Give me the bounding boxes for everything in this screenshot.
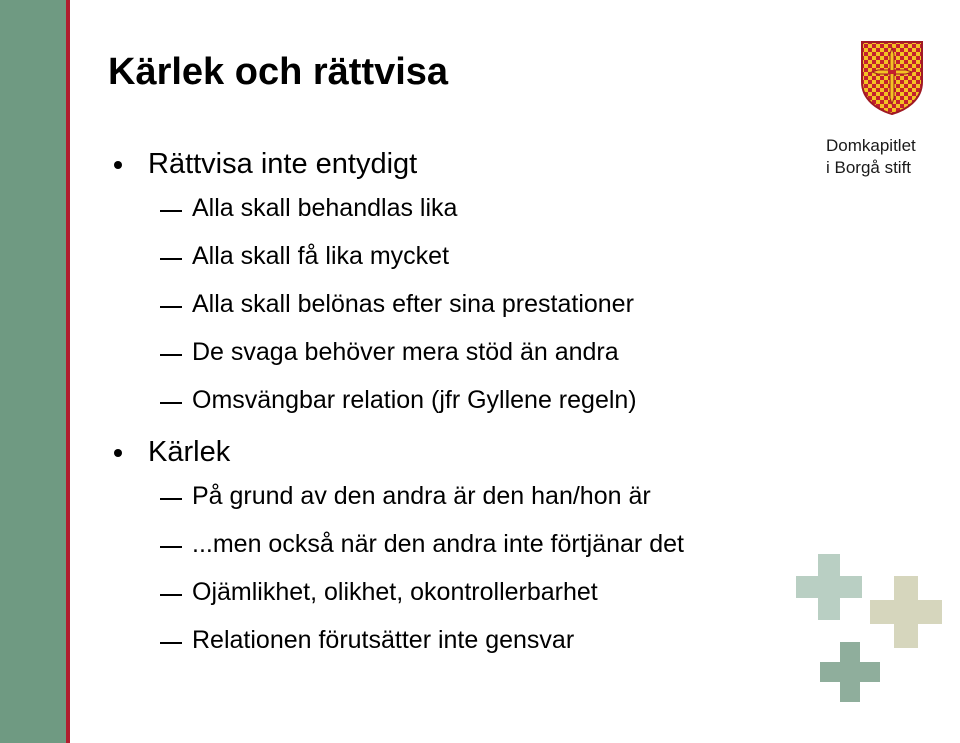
dash-icon (160, 210, 182, 212)
dash-icon (160, 546, 182, 548)
sub-item (108, 526, 808, 574)
sub-item (108, 334, 808, 382)
dash-icon (160, 642, 182, 644)
sub-item-text: De svaga behöver mera stöd än andra (192, 338, 619, 366)
cross-dark-green (820, 642, 880, 702)
sub-item-text: Alla skall belönas efter sina prestationer (192, 290, 634, 318)
sub-item (108, 238, 808, 286)
domkapitlet-logo (826, 40, 956, 190)
dash-icon (160, 354, 182, 356)
sub-item (108, 574, 808, 622)
bullet-dot-icon (114, 449, 122, 457)
coat-of-arms-icon (860, 40, 924, 116)
sub-item (108, 382, 808, 430)
bullet-item (108, 142, 808, 190)
sub-item-text: Relationen förutsätter inte gensvar (192, 626, 575, 654)
sub-item-text: Alla skall få lika mycket (192, 242, 450, 270)
logo-line-1: Domkapitlet (826, 136, 916, 155)
dash-icon (160, 258, 182, 260)
sidebar-accent-line (66, 0, 70, 743)
sub-item-text: Alla skall behandlas lika (192, 194, 458, 222)
sub-item (108, 286, 808, 334)
slide-title: Kärlek och rättvisa (108, 51, 449, 93)
sub-item-text: På grund av den andra är den han/hon är (192, 482, 651, 510)
logo-text (826, 135, 956, 179)
bullet-text: Kärlek (148, 436, 231, 468)
bullet-dot-icon (114, 161, 122, 169)
decorative-crosses (796, 554, 958, 702)
dash-icon (160, 594, 182, 596)
slide-content (108, 142, 808, 670)
bullet-text: Rättvisa inte entydigt (148, 148, 418, 180)
sub-item (108, 478, 808, 526)
cross-light-green (796, 554, 862, 620)
cross-beige (870, 576, 942, 648)
sub-item-text: Ojämlikhet, olikhet, okontrollerbarhet (192, 578, 598, 606)
dash-icon (160, 306, 182, 308)
left-sidebar-band (0, 0, 66, 743)
sub-item-text: ...men också när den andra inte förtjänar det (192, 530, 684, 558)
sub-item (108, 190, 808, 238)
dash-icon (160, 498, 182, 500)
logo-line-2: i Borgå stift (826, 158, 912, 177)
dash-icon (160, 402, 182, 404)
sub-item (108, 622, 808, 670)
sub-item-text: Omsvängbar relation (jfr Gyllene regeln) (192, 386, 637, 414)
bullet-item (108, 430, 808, 478)
